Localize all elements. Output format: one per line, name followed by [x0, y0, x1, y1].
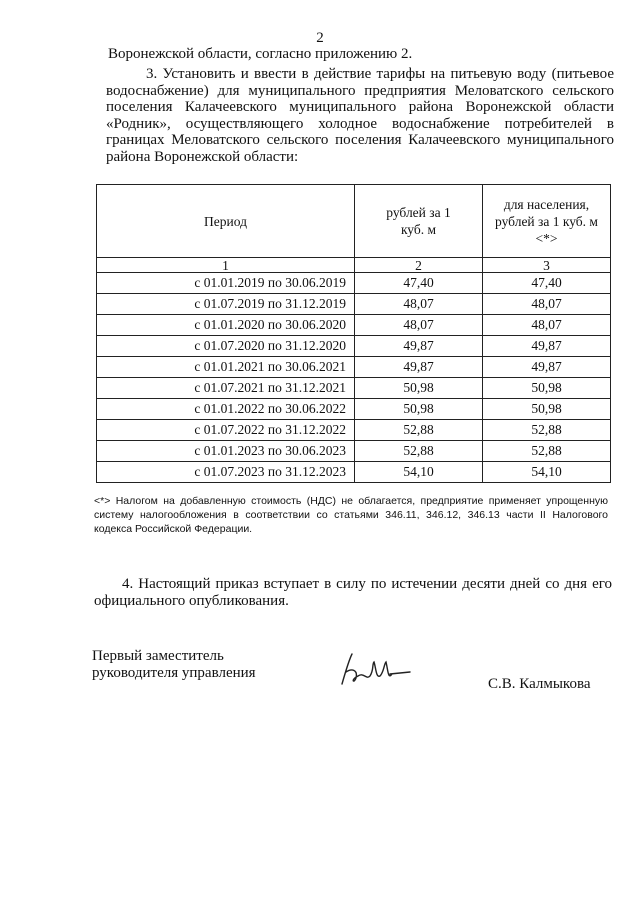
population-cell: 48,07 — [483, 315, 611, 336]
table-row — [97, 378, 611, 399]
footnote: <*> Налогом на добавленную стоимость (НДС) не облагается, предприятие применяет упрощенную систему налогообложения в соответствии со статьями 346.11, 346.12, 346.13 части II Налогового кодекса Российской Федерации. — [94, 495, 608, 535]
period-cell: с 01.07.2023 по 31.12.2023 — [97, 462, 355, 483]
table-row — [97, 399, 611, 420]
header-population-text: для населения, рублей за 1 куб. м <*> — [495, 196, 598, 246]
period-cell: с 01.07.2022 по 31.12.2022 — [97, 420, 355, 441]
period-cell: с 01.01.2023 по 30.06.2023 — [97, 441, 355, 462]
table-row — [97, 357, 611, 378]
rub-cell: 54,10 — [355, 462, 483, 483]
rub-cell: 48,07 — [355, 315, 483, 336]
population-cell: 49,87 — [483, 357, 611, 378]
header-rub-text: рублей за 1 куб. м — [386, 205, 451, 237]
table-row — [97, 420, 611, 441]
period-cell: с 01.01.2020 по 30.06.2020 — [97, 315, 355, 336]
period-cell: с 01.07.2019 по 31.12.2019 — [97, 294, 355, 315]
population-cell: 48,07 — [483, 294, 611, 315]
header-period: Период — [97, 185, 355, 258]
index-cell: 1 — [97, 258, 355, 273]
rub-cell: 48,07 — [355, 294, 483, 315]
table-header-row — [97, 185, 611, 258]
signatory-title — [92, 648, 256, 682]
table-row — [97, 273, 611, 294]
continuation-paragraph: Воронежской области, согласно приложению 2. — [108, 46, 413, 62]
rub-cell: 49,87 — [355, 336, 483, 357]
table-row — [97, 462, 611, 483]
header-rub — [355, 185, 483, 258]
handwritten-signature — [336, 650, 416, 690]
index-cell: 3 — [483, 258, 611, 273]
period-cell: с 01.07.2020 по 31.12.2020 — [97, 336, 355, 357]
population-cell: 47,40 — [483, 273, 611, 294]
rub-cell: 52,88 — [355, 420, 483, 441]
period-cell: с 01.01.2019 по 30.06.2019 — [97, 273, 355, 294]
period-cell: с 01.07.2021 по 31.12.2021 — [97, 378, 355, 399]
table-index-row — [97, 258, 611, 273]
signatory-name: С.В. Калмыкова — [488, 676, 591, 692]
page-number: 2 — [316, 30, 324, 46]
population-cell: 52,88 — [483, 441, 611, 462]
rub-cell: 52,88 — [355, 441, 483, 462]
index-cell: 2 — [355, 258, 483, 273]
tariff-table — [96, 184, 611, 483]
item-3-paragraph: 3. Установить и ввести в действие тарифы на питьевую воду (питьевое водоснабжение) для муниципального предприятия Меловатского сельского поселения Калачеевского муниципального района Воронежской области «Родник», осуществляющего холодное водоснабжение потребителей в границах Меловатского сельского поселения Калачеевского муниципального района Воронежской области: — [106, 66, 614, 165]
rub-cell: 47,40 — [355, 273, 483, 294]
table-row — [97, 441, 611, 462]
population-cell: 52,88 — [483, 420, 611, 441]
signatory-title-line-1: Первый заместитель — [92, 648, 224, 664]
rub-cell: 50,98 — [355, 378, 483, 399]
signatory-title-line-2: руководителя управления — [92, 665, 256, 681]
item-4-paragraph: 4. Настоящий приказ вступает в силу по истечении десяти дней со дня его официального опубликования. — [94, 576, 612, 609]
table-row — [97, 294, 611, 315]
table-row — [97, 315, 611, 336]
population-cell: 54,10 — [483, 462, 611, 483]
header-population — [483, 185, 611, 258]
table-row — [97, 336, 611, 357]
population-cell: 50,98 — [483, 399, 611, 420]
period-cell: с 01.01.2022 по 30.06.2022 — [97, 399, 355, 420]
population-cell: 50,98 — [483, 378, 611, 399]
period-cell: с 01.01.2021 по 30.06.2021 — [97, 357, 355, 378]
population-cell: 49,87 — [483, 336, 611, 357]
rub-cell: 50,98 — [355, 399, 483, 420]
rub-cell: 49,87 — [355, 357, 483, 378]
